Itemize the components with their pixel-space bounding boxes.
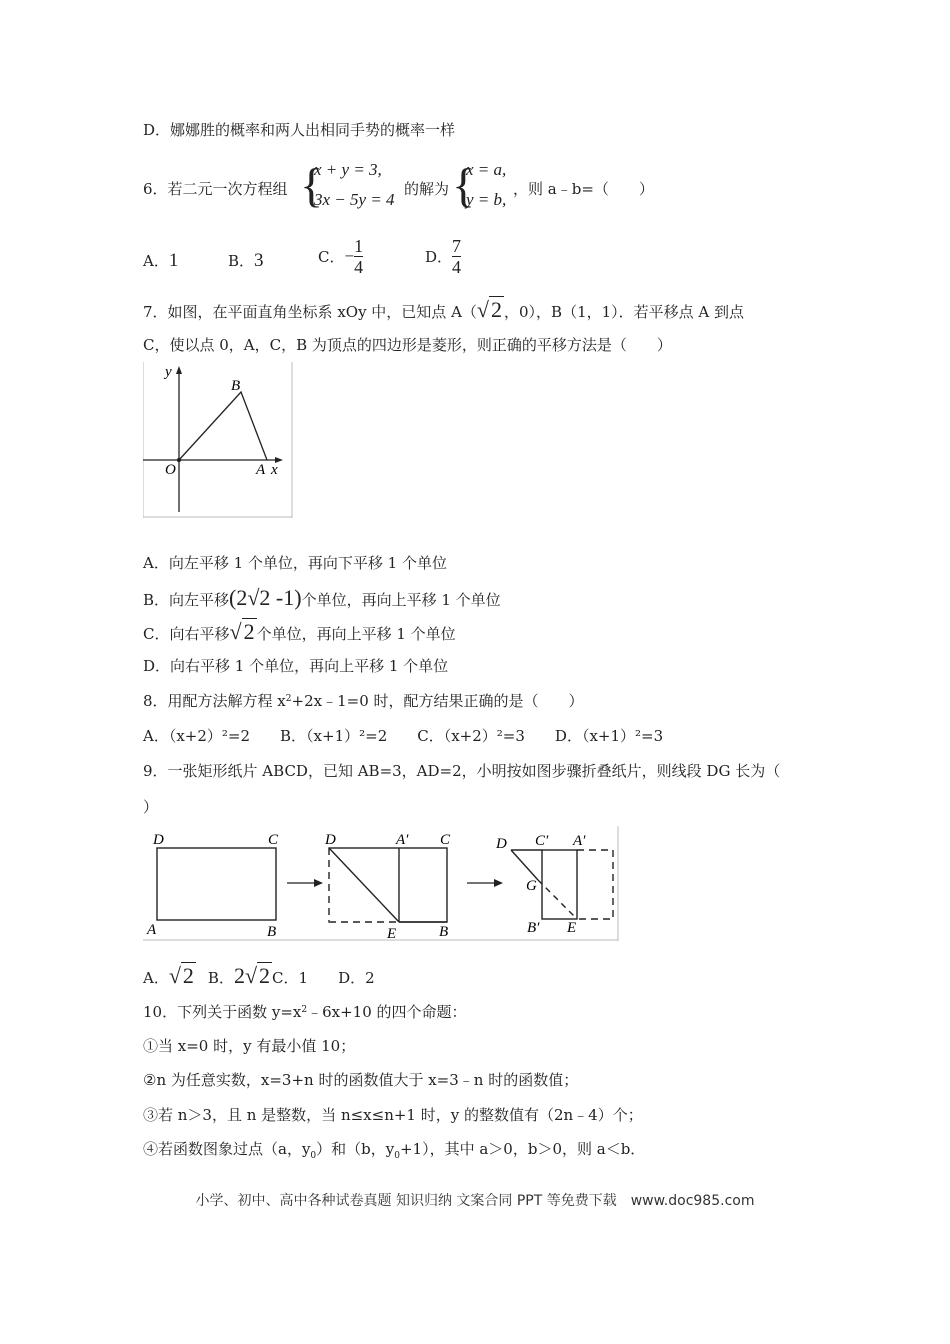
q6-option-d: D． $\frac{7}{4}$ xyxy=(425,236,462,277)
fig2-label-c: C xyxy=(440,832,451,848)
fig2-label-d: D xyxy=(325,832,336,848)
q7-line2: C，使以点 0，A，C，B 为顶点的四边形是菱形，则正确的平移方法是（ ） xyxy=(143,336,672,354)
q9-option-a-sqrt: √2 xyxy=(168,963,194,988)
fig2-label-b: B xyxy=(439,924,449,940)
q6-suffix: ，则 a﹣b=（ ） xyxy=(513,180,654,198)
fig1-label-d: D xyxy=(153,832,164,848)
q7-option-d: D．向右平移 1 个单位，再向上平移 1 个单位 xyxy=(143,657,449,675)
fig1-label-a: A xyxy=(147,922,157,938)
q6-eq1: x + y = 3, xyxy=(314,160,382,179)
q7-option-c: C．向右平移√2 个单位，再向上平移 1 个单位 xyxy=(143,619,456,644)
fig2-label-e: E xyxy=(387,926,397,942)
page-footer: 小学、初中、高中各种试卷真题 知识归纳 文案合同 PPT 等免费下载 www.doc985.com xyxy=(195,1193,755,1209)
q9-option-b-sqrt: 2√2 xyxy=(233,963,271,988)
q10-title: 10．下列关于函数 $y=x^2﹣6x+10$ 的四个命题： xyxy=(143,1003,467,1021)
q6-prefix: 6．若二元一次方程组 xyxy=(143,180,288,198)
label-x: x xyxy=(271,462,278,478)
q6-sol1: x = a, xyxy=(466,160,507,179)
label-y: y xyxy=(165,364,172,380)
q9-line1: 9．一张矩形纸片 ABCD，已知 AB=3，AD=2，小明按如图步骤折叠纸片，则线段 DG 长为（ xyxy=(143,762,781,780)
q10-proposition-1: ①当 x=0 时，y 有最小值 10； xyxy=(143,1037,356,1055)
fig1-label-b: B xyxy=(267,924,277,940)
q8-question: 8．用配方法解方程 $x^2+2x﹣1=0$ 时，配方结果正确的是（ ） xyxy=(143,692,584,710)
q6-sol2: y = b, xyxy=(466,190,507,209)
q6-option-c: C．− $\frac{1}{4}$ xyxy=(318,236,364,277)
q7-sqrt: √2 xyxy=(476,297,502,322)
q6-system-brace: { xyxy=(300,159,324,212)
fig3-label-g: G xyxy=(526,878,537,894)
q7-option-b: B．向左平移(2√2 -1)个单位，再向上平移 1 个单位 xyxy=(143,585,501,610)
q9-options: A．√2 B．2√2 C．1 D．2 xyxy=(143,963,375,988)
q6-option-d-fraction: $\frac{7}{4}$ xyxy=(452,236,462,277)
q7-option-a: A．向左平移 1 个单位，再向下平移 1 个单位 xyxy=(143,554,447,572)
q7-option-c-sqrt: √2 xyxy=(229,619,255,644)
folded-rect-step3 xyxy=(542,850,577,919)
q7-coordinate-figure xyxy=(143,362,293,518)
q10-proposition-3: ③若 n＞3，且 n 是整数，当 n≤x≤n+1 时，y 的整数值有（2n﹣4）个； xyxy=(143,1106,643,1124)
fig3-label-e: E xyxy=(567,920,577,936)
fig3-label-d: D xyxy=(496,836,507,852)
rect-abcd xyxy=(157,848,276,920)
q9-line2: ） xyxy=(143,798,159,816)
arrow-icon xyxy=(314,879,323,887)
fig3-label-b-prime: B′ xyxy=(527,920,540,936)
q10-proposition-2: ②n 为任意实数，x=3+n 时的函数值大于 x=3﹣n 时的函数值； xyxy=(143,1071,579,1089)
fig1-label-c: C xyxy=(268,832,279,848)
label-b: B xyxy=(231,378,241,394)
q6-option-c-fraction: $\frac{1}{4}$ xyxy=(354,236,364,277)
q6-solution-brace: { xyxy=(452,159,476,212)
q6-option-b: B．3 xyxy=(228,250,264,271)
fig3-label-a-prime: A′ xyxy=(573,833,586,849)
label-o: O xyxy=(165,462,176,478)
q7-line1: 7．如图，在平面直角坐标系 xOy 中，已知点 A（√2 ，0），B（1，1）．若平移点 A 到点 xyxy=(143,297,745,322)
q10-proposition-4: ④若函数图象过点（a，$y_0$）和（b，$y_0+1$），其中 a＞0，b＞0，则 a＜b． xyxy=(143,1140,646,1161)
arrow-icon xyxy=(494,879,503,887)
q6-eq2: 3x − 5y = 4 xyxy=(314,190,395,209)
fig3-label-c-prime: C′ xyxy=(535,833,549,849)
label-a: A xyxy=(256,462,266,478)
fig2-label-a-prime: A′ xyxy=(396,832,409,848)
q6-option-a: A．1 xyxy=(143,250,179,271)
q8-options: A．（x+2）²=2 B．（x+1）²=2 C．（x+2）²=3 D．（x+1）²=3 xyxy=(143,727,664,745)
q6-mid: 的解为 xyxy=(404,180,450,198)
q9-folding-figure xyxy=(143,826,621,942)
q5-option-d: D．娜娜胜的概率和两人出相同手势的概率一样 xyxy=(143,121,456,139)
triangle-oab xyxy=(179,392,267,460)
